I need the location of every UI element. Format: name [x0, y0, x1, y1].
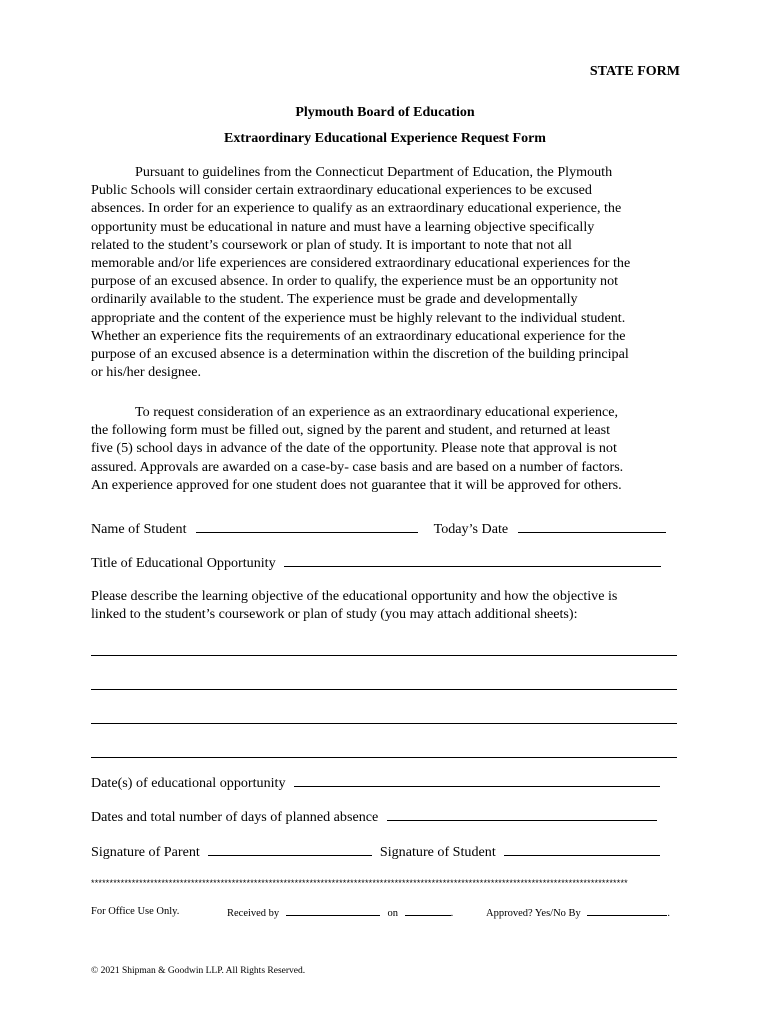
todays-date-field[interactable]	[518, 520, 666, 533]
instructions-line: assured. Approvals are awarded on a case-by- case basis and are based on a number of factors.	[91, 458, 624, 475]
received-on-label: on	[387, 908, 398, 919]
received-by-row: Received by on .	[227, 908, 454, 919]
instructions-line: An experience approved for one student does not guarantee that it will be approved for others.	[91, 476, 622, 493]
copyright-notice: © 2021 Shipman & Goodwin LLP. All Rights Reserved.	[91, 966, 306, 976]
opportunity-dates-label: Date(s) of educational opportunity	[91, 775, 286, 791]
received-on-field[interactable]	[405, 906, 451, 916]
opportunity-dates-row	[91, 774, 660, 792]
form-title: Extraordinary Educational Experience Request Form	[224, 131, 546, 146]
description-prompt-line: linked to the student’s coursework or plan of study (you may attach additional sheets):	[91, 606, 578, 622]
received-by-label: Received by	[227, 908, 280, 919]
approval-field[interactable]	[587, 906, 667, 916]
student-signature-label: Signature of Student	[379, 844, 496, 860]
intro-line: appropriate and the content of the experience must be highly relevant to the individual student.	[91, 309, 626, 326]
intro-line: ordinarily available to the student. The experience must be grade and developmentally	[91, 291, 578, 308]
parent-signature-label: Signature of Parent	[91, 844, 200, 860]
intro-line: memorable and/or life experiences are considered extraordinary educational experiences for the	[91, 255, 631, 272]
intro-line: Public Schools will consider certain extraordinary educational experiences to be excused	[91, 182, 592, 199]
student-name-field[interactable]	[196, 520, 418, 533]
intro-line: purpose of an excused absence. In order to qualify, the experience must be an opportunity not	[91, 273, 619, 290]
opportunity-title-label: Title of Educational Opportunity	[91, 555, 276, 571]
asterisk-divider: *************************************************************************************************************************************************	[91, 878, 628, 888]
absence-days-label: Dates and total number of days of planned absence	[91, 809, 379, 825]
intro-paragraph	[91, 163, 683, 381]
intro-line: opportunity must be educational in nature and must have a learning objective specifically	[91, 218, 595, 235]
intro-line: absences. In order for an experience to qualify as an extraordinary educational experience, the	[91, 200, 622, 217]
approval-row: Approved? Yes/No By .	[486, 908, 671, 919]
intro-line: Pursuant to guidelines from the Connecticut Department of Education, the Plymouth	[135, 164, 613, 180]
intro-line: related to the student’s coursework or plan of study. It is important to note that not all	[91, 236, 572, 253]
description-line-field[interactable]	[91, 655, 677, 656]
description-prompt	[91, 587, 617, 623]
description-line-field[interactable]	[91, 689, 677, 690]
signatures-row	[91, 843, 660, 861]
office-use-label: For Office Use Only.	[91, 906, 180, 917]
student-name-row	[91, 520, 666, 538]
opportunity-title-field[interactable]	[284, 554, 661, 567]
description-prompt-line: Please describe the learning objective of the educational opportunity and how the objective is	[91, 588, 618, 604]
student-name-label: Name of Student	[91, 521, 187, 537]
parent-signature-field[interactable]	[208, 843, 372, 856]
absence-days-field[interactable]	[387, 808, 657, 821]
intro-line: or his/her designee.	[91, 364, 201, 381]
instructions-line: the following form must be filled out, signed by the parent and student, and returned at least	[91, 422, 610, 439]
absence-days-row	[91, 808, 657, 826]
description-line-field[interactable]	[91, 723, 677, 724]
todays-date-label: Today’s Date	[433, 521, 509, 537]
opportunity-dates-field[interactable]	[294, 774, 660, 787]
received-by-field[interactable]	[286, 906, 380, 916]
instructions-line: To request consideration of an experience as an extraordinary educational experience,	[135, 404, 619, 420]
student-signature-field[interactable]	[504, 843, 660, 856]
intro-line: purpose of an excused absence is a determination within the discretion of the building principal	[91, 346, 629, 363]
approval-label: Approved? Yes/No By	[486, 908, 581, 919]
instructions-line: five (5) school days in advance of the date of the opportunity. Please note that approval is not	[91, 440, 617, 457]
description-line-field[interactable]	[91, 757, 677, 758]
board-title: Plymouth Board of Education	[295, 105, 475, 120]
instructions-paragraph	[91, 403, 683, 494]
state-form-label: STATE FORM	[589, 64, 680, 79]
opportunity-title-row	[91, 554, 661, 572]
intro-line: Whether an experience fits the requirements of an extraordinary educational experience for the	[91, 327, 626, 344]
